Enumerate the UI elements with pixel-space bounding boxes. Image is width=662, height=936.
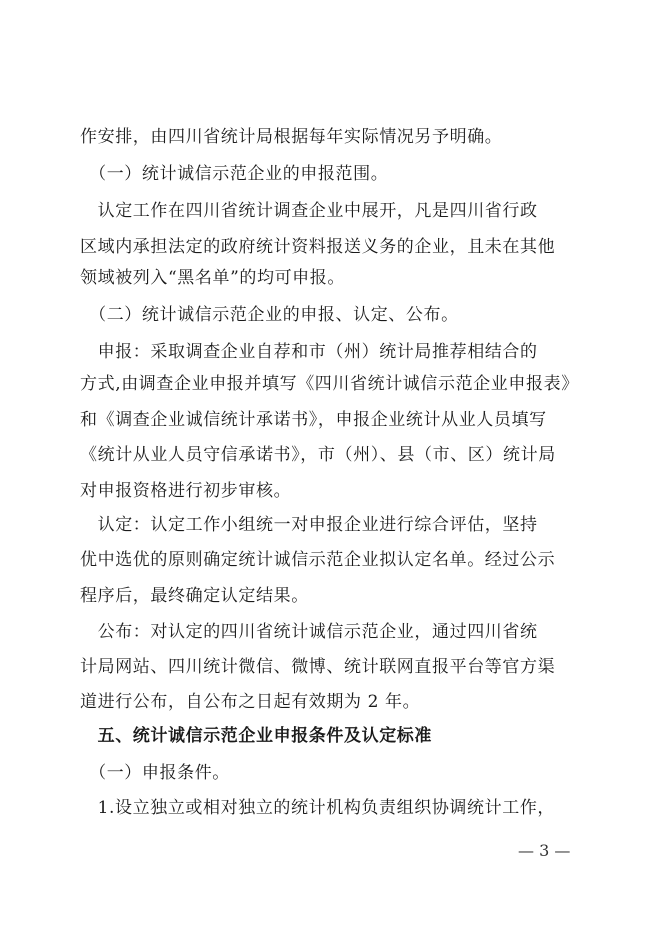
text-line: （一）申报条件。 [80,763,230,783]
text-line: 《统计从业人员守信承诺书》，市（州）、县（市、区）统计局 [80,445,556,465]
text-line: 作安排，由四川省统计局根据每年实际情况另予明确。 [80,127,503,147]
text-line: 申报：采取调查企业自荐和市（州）统计局推荐相结合的 [80,342,538,362]
text-line: 公布：对认定的四川省统计诚信示范企业，通过四川省统 [80,622,538,642]
text-line: 对申报资格进行初步审核。 [80,481,292,501]
text-line: 认定工作在四川省统计调查企业中展开，凡是四川省行政 [80,201,538,221]
section-heading: 五、统计诚信示范企业申报条件及认定标准 [80,726,432,746]
text-line: 优中选优的原则确定统计诚信示范企业拟认定名单。经过公示 [80,550,556,570]
page-number: — 3 — [518,841,571,860]
text-line: （一）统计诚信示范企业的申报范围。 [80,164,389,184]
text-line: 计局网站、四川统计微信、微博、统计联网直报平台等官方渠 [80,657,556,677]
text-line: 认定：认定工作小组统一对申报企业进行综合评估，坚持 [80,515,538,535]
text-line: 道进行公布，自公布之日起有效期为 2 年。 [80,692,421,712]
text-line: 领域被列入“黑名单”的均可申报。 [80,268,345,288]
text-line: 方式,由调查企业申报并填写《四川省统计诚信示范企业申报表》 [80,374,579,394]
text-line: 程序后，最终确定认定结果。 [80,586,309,606]
text-line: 1.设立独立或相对独立的统计机构负责组织协调统计工作， [80,798,556,818]
text-line: 区域内承担法定的政府统计资料报送义务的企业，且未在其他 [80,237,556,257]
text-line: （二）统计诚信示范企业的申报、认定、公布。 [80,305,459,325]
text-line: 和《调查企业诚信统计承诺书》，申报企业统计从业人员填写 [80,410,547,430]
